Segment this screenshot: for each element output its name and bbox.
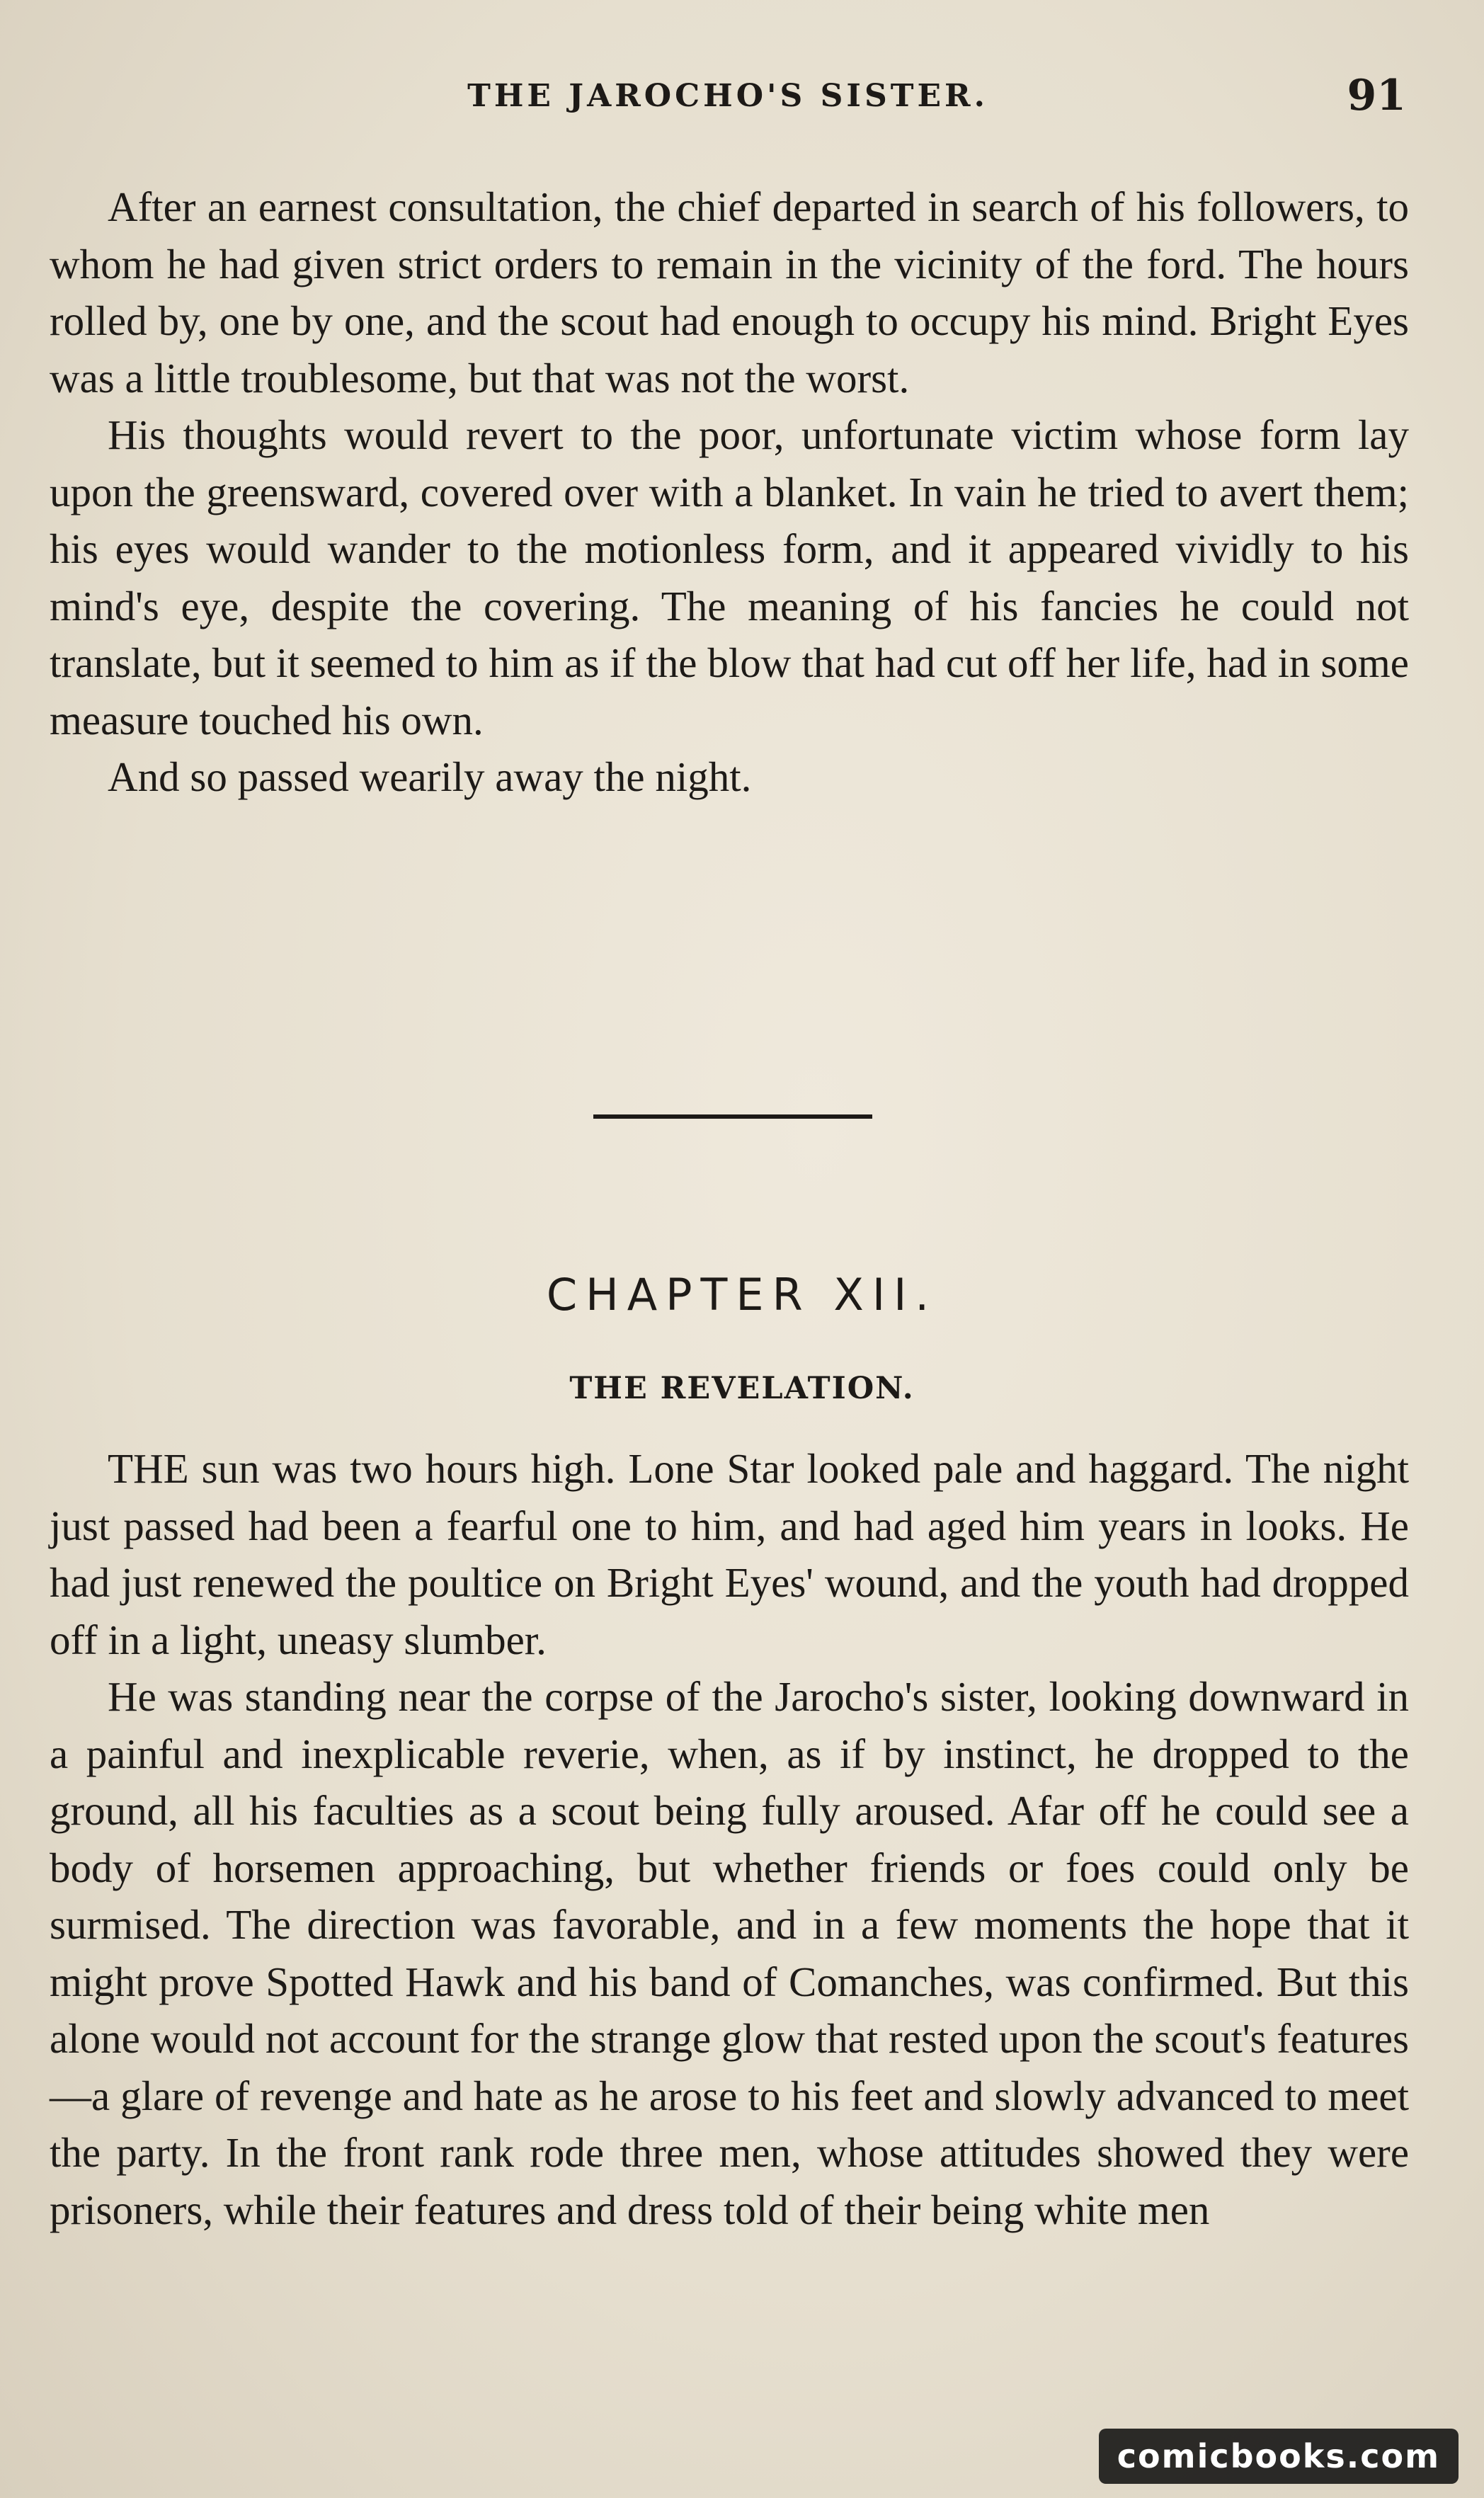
page-number: 91	[1347, 71, 1406, 120]
text-block-before-chapter	[50, 178, 1409, 806]
paragraph: He was standing near the corpse of the Jarocho's sister, looking downward in a painful and inexplicable reverie, when, as if by instinct, he dropped to the ground, all his faculties as a scout being fully aroused. Afar off he could see a body of horsemen approaching, but whether friends or foes could only be surmised. The direction was favorable, and in a few moments the hope that it might prove Spotted Hawk and his band of Comanches, was confirmed. But this alone would not account for the strange glow that rested upon the scout's features—a glare of revenge and hate as he arose to his feet and slowly advanced to meet the party. In the front rank rode three men, whose attitudes showed they were prisoners, while their features and dress told of their being white men	[50, 1673, 1409, 2233]
paragraph: After an earnest consultation, the chief departed in search of his followers, to whom he had given strict orders to remain in the vicinity of the ford. The hours rolled by, one by one, and the scout had enough to occupy his mind. Bright Eyes was a little troublesome, but that was not the worst.	[50, 183, 1409, 401]
page-header	[50, 71, 1406, 127]
watermark-badge: comicbooks.com	[1099, 2429, 1459, 2484]
chapter-subtitle: THE REVELATION.	[569, 1371, 915, 1406]
paragraph: THE sun was two hours high. Lone Star looked pale and haggard. The night just passed had been a fearful one to him, and had aged him years in looks. He had just renewed the poultice on Bright Eyes' wound, and the youth had dropped off in a light, uneasy slumber.	[50, 1445, 1409, 1663]
section-divider-rule	[593, 1114, 872, 1119]
paragraph: His thoughts would revert to the poor, unfortunate victim whose form lay upon the greensward, covered over with a blanket. In vain he tried to avert them; his eyes would wander to the motionless form, and it appeared vividly to his mind's eye, despite the covering. The meaning of his fancies he could not translate, but it seemed to him as if the blow that had cut off her life, had in some measure touched his own.	[50, 411, 1409, 743]
running-head: THE JAROCHO'S SISTER.	[467, 78, 988, 114]
paragraph: And so passed wearily away the night.	[108, 753, 752, 800]
text-block-chapter-body	[50, 1440, 1409, 2238]
chapter-title: CHAPTER XII.	[546, 1269, 938, 1321]
